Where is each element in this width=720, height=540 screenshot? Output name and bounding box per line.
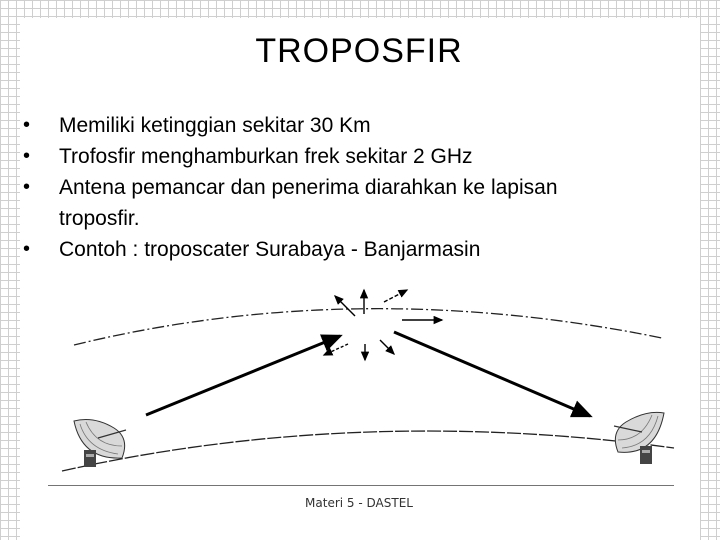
slide-footer: Materi 5 - DASTEL (305, 496, 413, 510)
grid-border-right (700, 0, 720, 540)
slide-title: TROPOSFIR (255, 32, 463, 70)
bullet-dot: • (23, 145, 31, 167)
bullet-text: Contoh : troposcater Surabaya - Banjarmasin (59, 238, 481, 261)
scatter-arrows-icon (324, 290, 442, 360)
bullet-dot: • (23, 176, 31, 198)
bullet-continuation: troposfir. (59, 207, 140, 230)
transmit-beam-arrow (146, 336, 340, 415)
bullet-dot: • (23, 238, 31, 260)
troposcatter-diagram (22, 18, 696, 488)
bullet-dot: • (23, 114, 31, 136)
receive-beam-arrow (394, 332, 590, 416)
bullet-text: Antena pemancar dan penerima diarahkan ke lapisan (59, 176, 558, 199)
slide (22, 18, 696, 540)
troposphere-upper-boundary (74, 309, 662, 345)
grid-border-left (0, 0, 20, 540)
receiver-dish-icon (614, 412, 664, 464)
earth-surface-arc (62, 431, 674, 471)
footer-divider (48, 485, 674, 486)
grid-border-top (0, 0, 720, 18)
bullet-text: Trofosfir menghamburkan frek sekitar 2 GHz (59, 145, 473, 168)
bullet-text: Memiliki ketinggian sekitar 30 Km (59, 114, 371, 137)
